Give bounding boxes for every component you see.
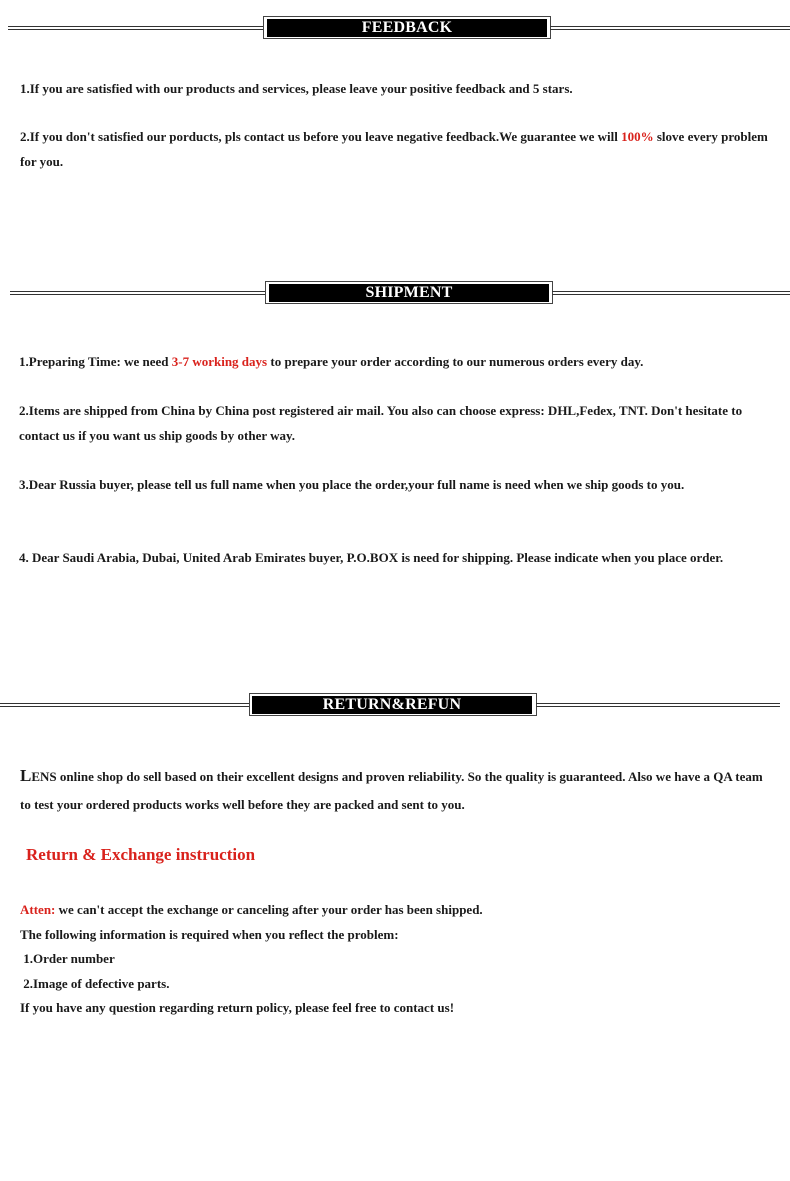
refund-item-defect-image: 2.Image of defective parts.: [20, 976, 170, 991]
feedback-title: FEEDBACK: [267, 19, 547, 37]
feedback-rule-right: [550, 26, 790, 30]
shipment-p1-tail: to prepare your order according to our numerous orders every day.: [267, 354, 644, 369]
shipment-days-highlight: 3-7 working days: [171, 354, 268, 369]
shipment-paragraph-2: 2.Items are shipped from China by China post registered air mail. You also can choose express: DHL,Fedex, TNT. Don't hesitate to contact us if you want us ship goods by other way.: [19, 403, 743, 443]
refund-intro-initial: L: [20, 766, 32, 785]
refund-rule-left: [0, 703, 250, 707]
shipment-p1-text: 1.Preparing Time: we need: [19, 354, 172, 369]
refund-rule-right: [536, 703, 780, 707]
refund-info-line: The following information is required when you reflect the problem:: [20, 927, 399, 942]
atten-text: we can't accept the exchange or canceling after your order has been shipped.: [55, 902, 483, 917]
refund-item-order-number: 1.Order number: [20, 951, 115, 966]
shipment-paragraph-4: 4. Dear Saudi Arabia, Dubai, United Arab Emirates buyer, P.O.BOX is need for shipping. Please indicate when you place order.: [19, 550, 724, 565]
refund-closing-line: If you have any question regarding return policy, please feel free to contact us!: [20, 1000, 455, 1015]
feedback-rule-left: [8, 26, 264, 30]
feedback-header: [0, 16, 790, 40]
feedback-guarantee-highlight: 100%: [621, 129, 654, 144]
shipment-title: SHIPMENT: [269, 284, 549, 302]
shipment-rule-left: [10, 291, 266, 295]
shipment-paragraph-3: 3.Dear Russia buyer, please tell us full name when you place the order,your full name is need when we ship goods to you.: [19, 477, 685, 492]
return-exchange-heading: Return & Exchange instruction: [26, 845, 256, 864]
refund-intro: [20, 762, 775, 819]
feedback-paragraph-1: 1.If you are satisfied with our products and services, please leave your positive feedback and 5 stars.: [20, 81, 573, 96]
refund-atten-line: [20, 897, 780, 922]
shipment-rule-right: [552, 291, 790, 295]
feedback-p2-tail: slove every problem for you.: [20, 129, 768, 169]
shipment-paragraph-1: [19, 349, 779, 374]
feedback-p2-text: 2.If you don't satisfied our porducts, pls contact us before you leave negative feedback.We guarantee we will: [20, 129, 622, 144]
refund-intro-text: ENS online shop do sell based on their excellent designs and proven reliability. So the quality is guaranteed. Also we have a QA team to test your ordered products works well before they are packed and sent to you.: [20, 769, 763, 812]
feedback-paragraph-2: [20, 124, 780, 174]
shipment-header: [0, 281, 790, 305]
atten-label: Atten:: [20, 902, 56, 917]
refund-title: RETURN&REFUN: [252, 696, 532, 714]
refund-header: [0, 693, 790, 717]
